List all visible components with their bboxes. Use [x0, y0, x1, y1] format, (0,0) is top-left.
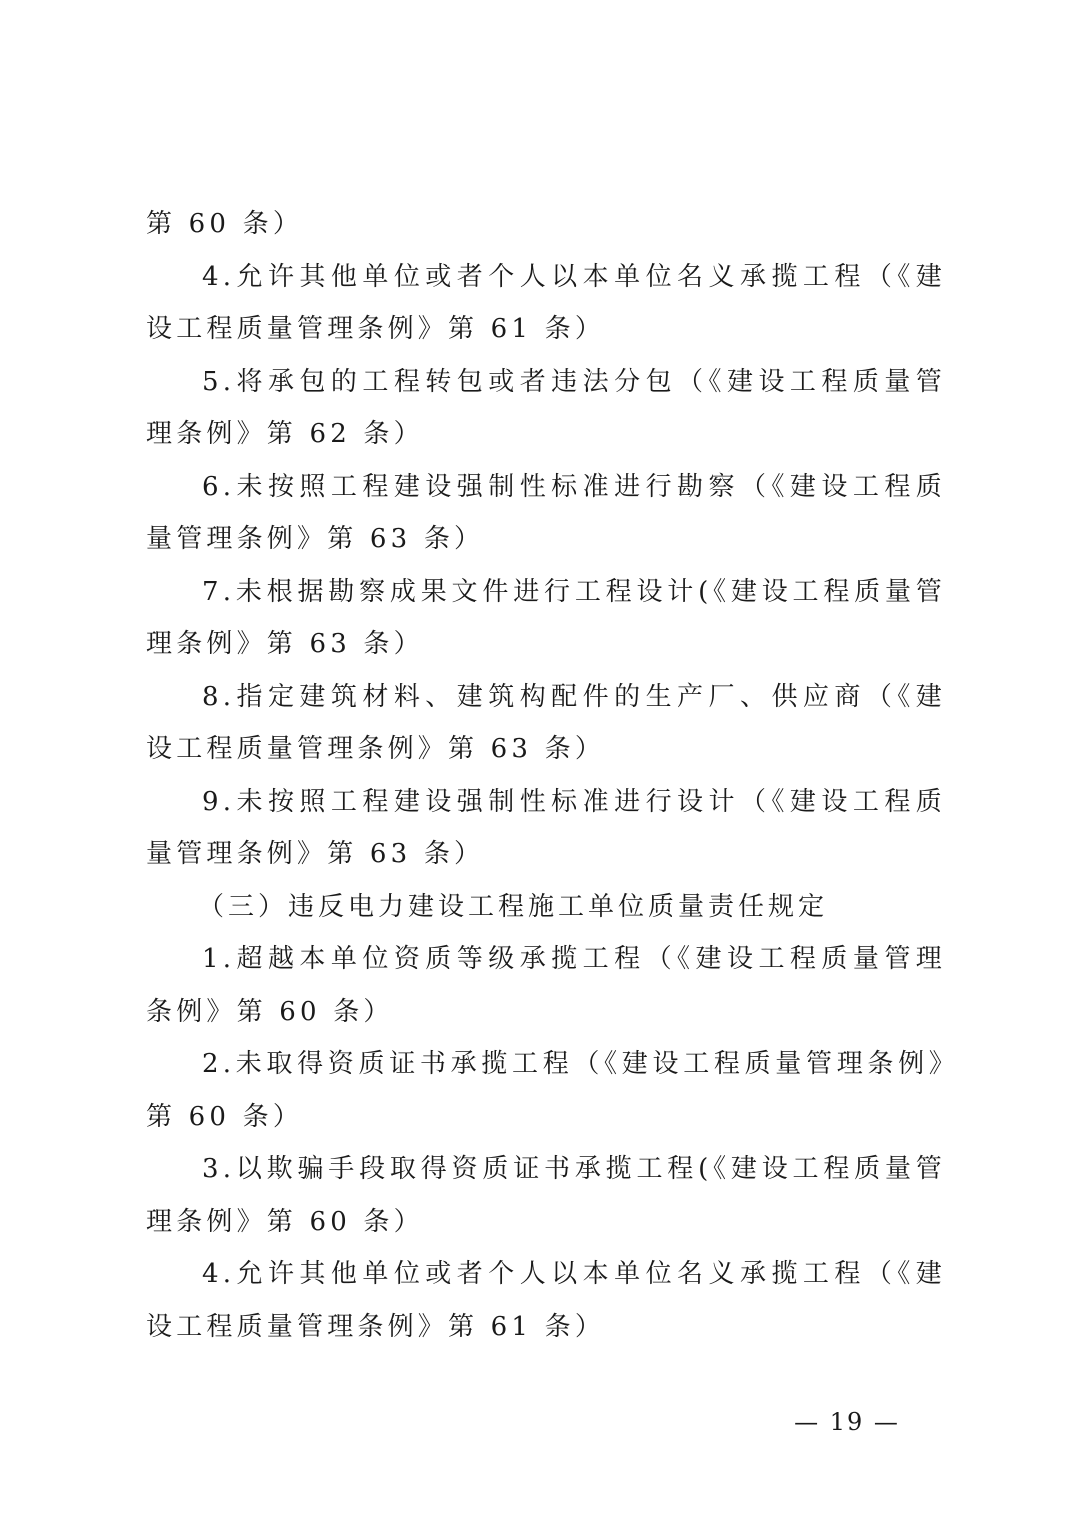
paragraph-item-7: 7.未根据勘察成果文件进行工程设计(《建设工程质量管理条例》第 63 条）	[146, 576, 946, 659]
paragraph-item-4b: 4.允许其他单位或者个人以本单位名义承揽工程（《建设工程质量管理条例》第 61 条）	[146, 1259, 946, 1342]
paragraph-continuation: 第 60 条）	[146, 209, 304, 239]
section-heading: （三）违反电力建设工程施工单位质量责任规定	[198, 891, 829, 922]
paragraph-item-5: 5.将承包的工程转包或者违法分包（《建设工程质量管理条例》第 62 条）	[146, 366, 946, 449]
page-number: — 19 —	[794, 1408, 900, 1436]
paragraph-item-3: 3.以欺骗手段取得资质证书承揽工程(《建设工程质量管理条例》第 60 条）	[146, 1154, 946, 1237]
paragraph-item-8: 8.指定建筑材料、建筑构配件的生产厂、供应商（《建设工程质量管理条例》第 63 条）	[146, 681, 946, 764]
paragraph-item-4: 4.允许其他单位或者个人以本单位名义承揽工程（《建设工程质量管理条例》第 61 条）	[146, 261, 946, 344]
paragraph-item-9: 9.未按照工程建设强制性标准进行设计（《建设工程质量管理条例》第 63 条）	[146, 786, 946, 869]
body-text	[146, 198, 946, 1353]
paragraph-item-2: 2.未取得资质证书承揽工程（《建设工程质量管理条例》第 60 条）	[146, 1049, 946, 1132]
paragraph-item-6: 6.未按照工程建设强制性标准进行勘察（《建设工程质量管理条例》第 63 条）	[146, 471, 946, 554]
paragraph-item-1: 1.超越本单位资质等级承揽工程（《建设工程质量管理条例》第 60 条）	[146, 944, 946, 1027]
